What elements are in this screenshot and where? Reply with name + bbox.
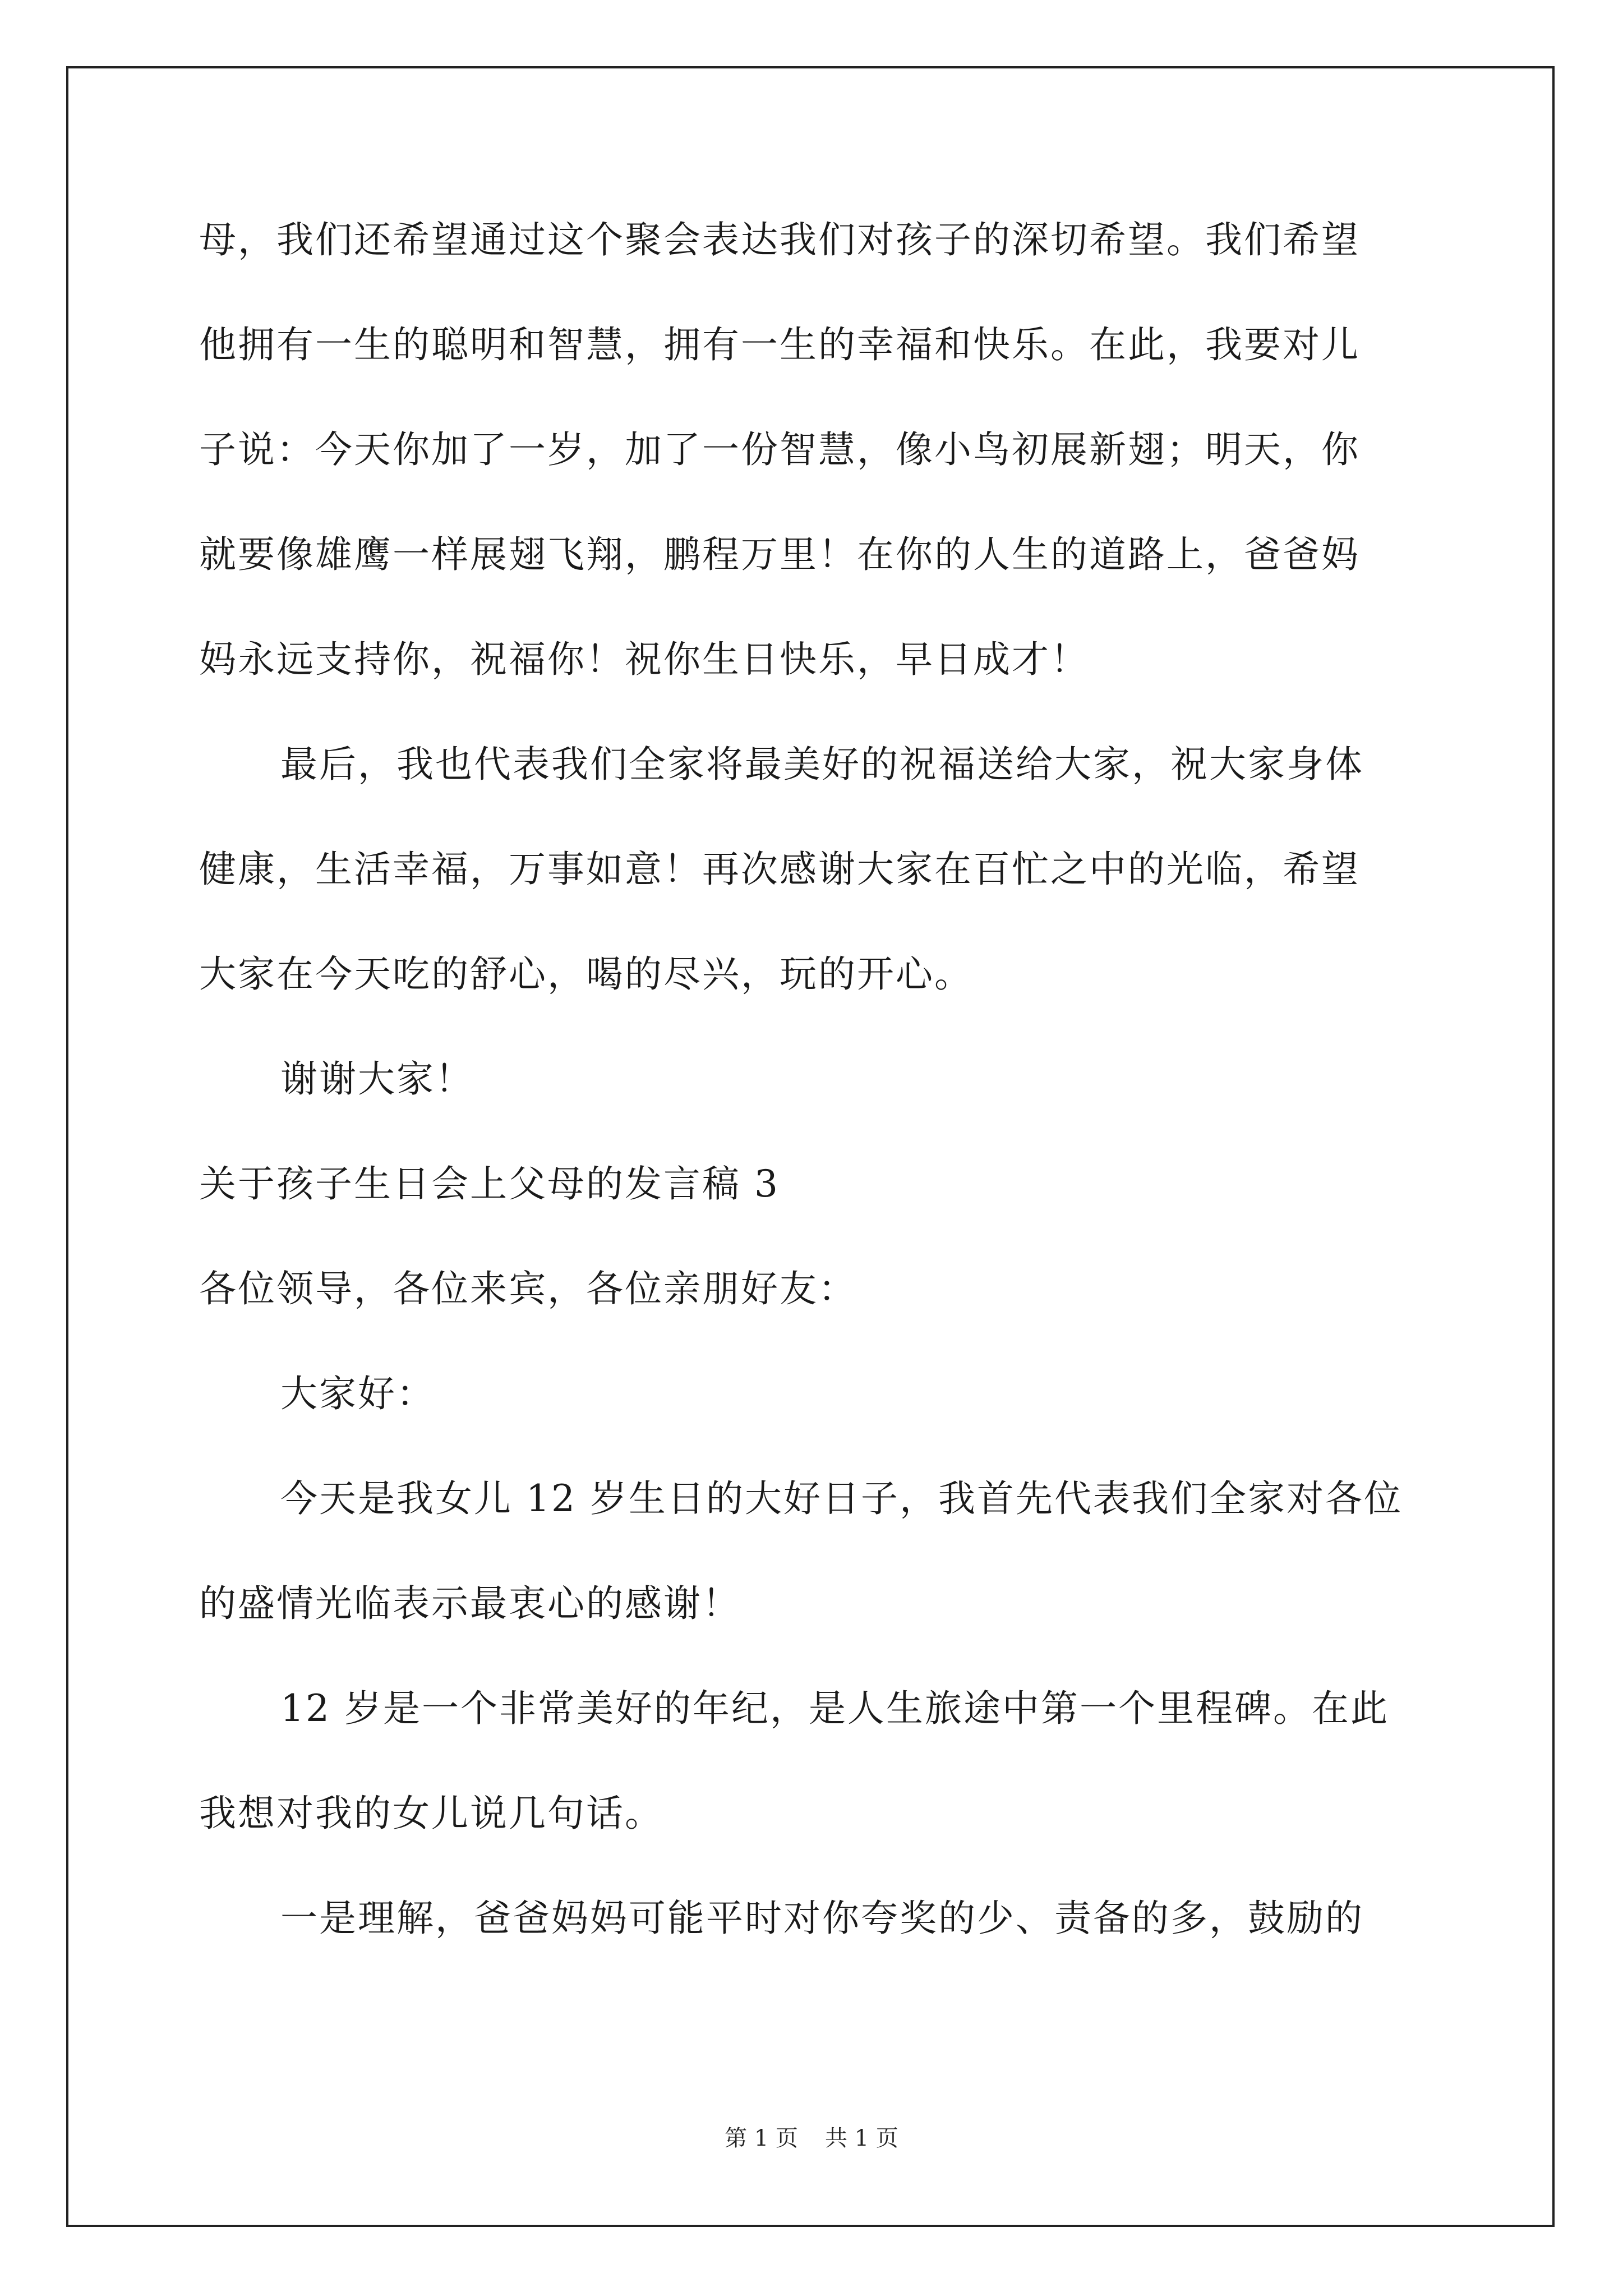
page-total: 共 1 页	[825, 2125, 898, 2151]
text-line: 母，我们还希望通过这个聚会表达我们对孩子的深切希望。我们希望	[199, 218, 1360, 261]
section-heading: 关于孩子生日会上父母的发言稿 3	[199, 1162, 780, 1205]
page-footer	[0, 2120, 1623, 2152]
text-line: 子说：今天你加了一岁，加了一份智慧，像小鸟初展新翅；明天，你	[199, 428, 1360, 471]
text-line: 我想对我的女儿说几句话。	[199, 1792, 663, 1835]
closing-line: 谢谢大家！	[280, 1057, 474, 1101]
paragraph-first-line: 一是理解，爸爸妈妈可能平时对你夸奖的少、责备的多，鼓励的	[280, 1897, 1364, 1940]
text-line: 的盛情光临表示最衷心的感谢！	[199, 1582, 741, 1625]
paragraph-first-line: 12 岁是一个非常美好的年纪，是人生旅途中第一个里程碑。在此	[280, 1687, 1389, 1730]
paragraph-first-line: 最后，我也代表我们全家将最美好的祝福送给大家，祝大家身体	[280, 743, 1364, 786]
paragraph-first-line: 今天是我女儿 12 岁生日的大好日子，我首先代表我们全家对各位	[280, 1477, 1403, 1520]
text-line: 健康，生活幸福，万事如意！再次感谢大家在百忙之中的光临，希望	[199, 848, 1360, 891]
text-line: 妈永远支持你，祝福你！祝你生日快乐，早日成才！	[199, 638, 1089, 681]
greeting: 大家好：	[280, 1372, 435, 1415]
document-body	[199, 212, 1433, 1995]
text-line: 大家在今天吃的舒心，喝的尽兴，玩的开心。	[199, 953, 973, 996]
salutation: 各位领导，各位来宾，各位亲朋好友：	[199, 1267, 857, 1310]
text-line: 他拥有一生的聪明和智慧，拥有一生的幸福和快乐。在此，我要对儿	[199, 323, 1360, 366]
page-number: 第 1 页	[725, 2125, 798, 2151]
text-line: 就要像雄鹰一样展翅飞翔，鹏程万里！在你的人生的道路上，爸爸妈	[199, 533, 1360, 576]
